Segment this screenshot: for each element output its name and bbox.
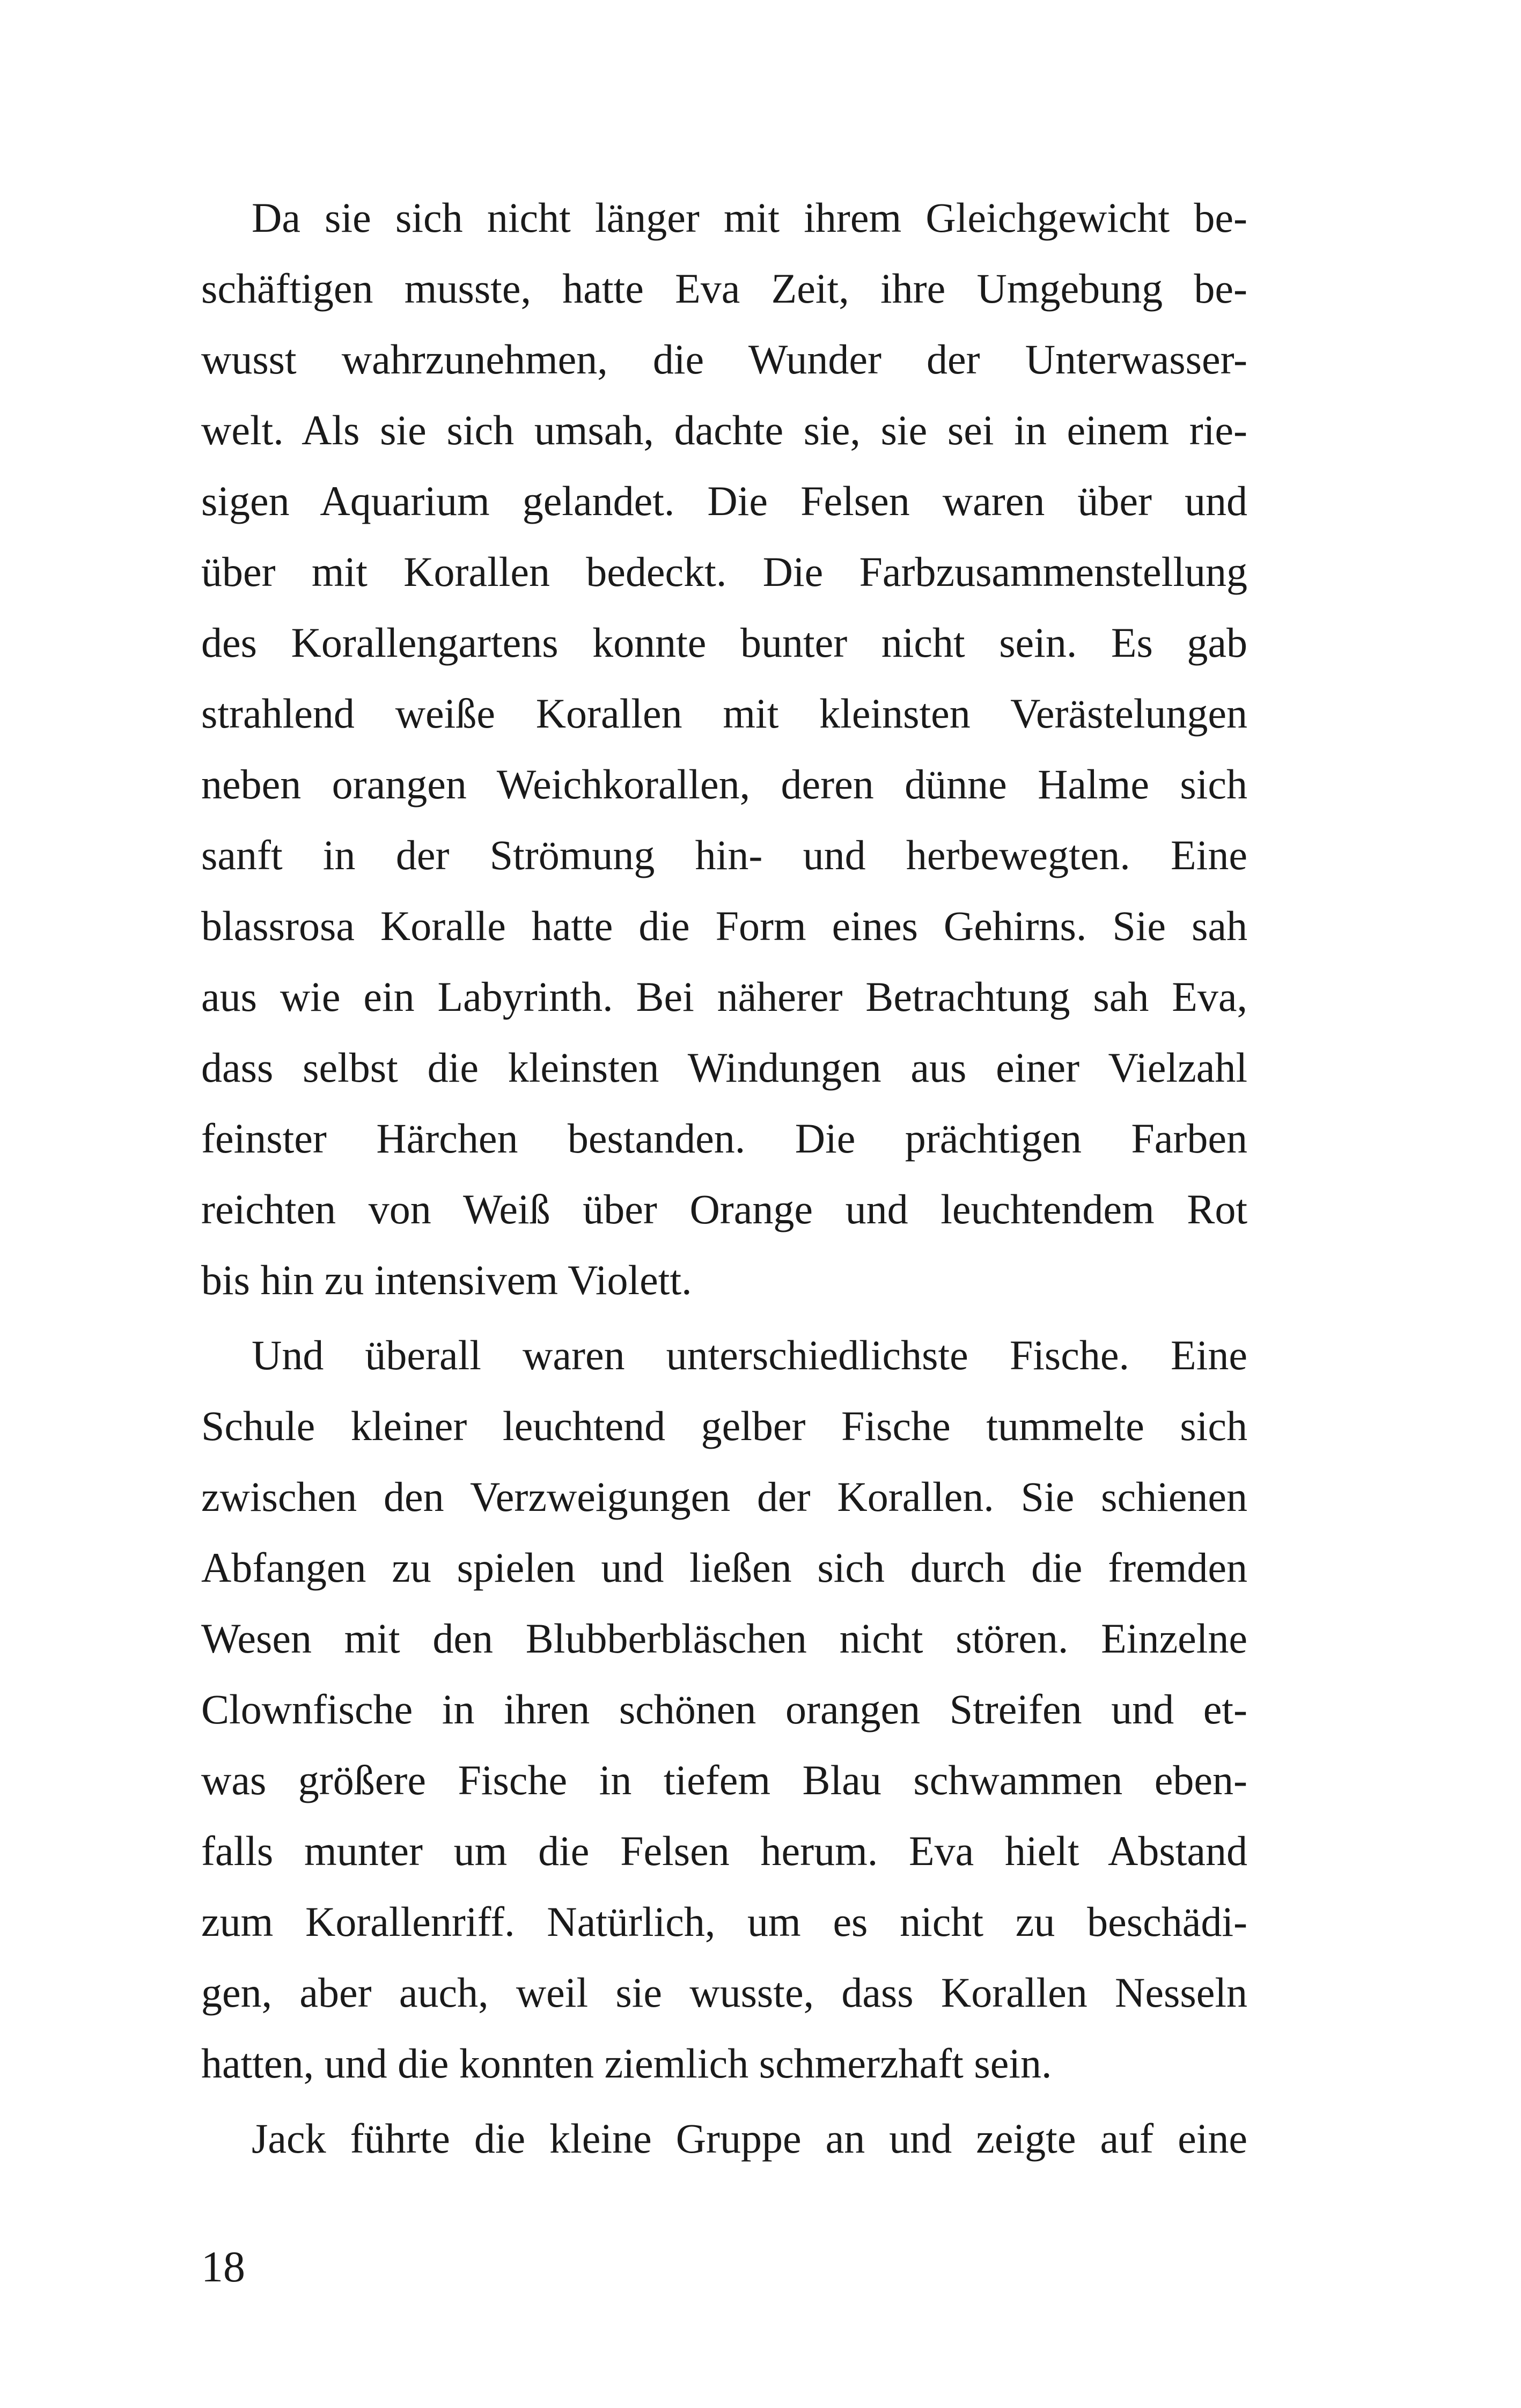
text-line: falls munter um die Felsen herum. Eva hielt Abstand — [201, 1827, 1247, 1874]
text-line: Clownfische in ihren schönen orangen Streifen und et- — [201, 1686, 1247, 1732]
text-line: Abfangen zu spielen und ließen sich durch die fremden — [201, 1544, 1247, 1591]
text-line: feinster Härchen bestanden. Die prächtigen Farben — [201, 1115, 1247, 1162]
text-line: Wesen mit den Blubberbläschen nicht stören. Einzelne — [201, 1615, 1247, 1662]
text-line: wusst wahrzunehmen, die Wunder der Unterwasser- — [201, 336, 1247, 383]
text-line: schäftigen musste, hatte Eva Zeit, ihre Umgebung be- — [201, 265, 1247, 312]
body-text — [201, 182, 1247, 2178]
text-line: gen, aber auch, weil sie wusste, dass Korallen Nesseln — [201, 1969, 1247, 2016]
text-line: dass selbst die kleinsten Windungen aus einer Vielzahl — [201, 1044, 1247, 1091]
text-line: welt. Als sie sich umsah, dachte sie, sie sei in einem rie- — [201, 407, 1247, 453]
text-line: Jack führte die kleine Gruppe an und zeigte auf eine — [252, 2115, 1247, 2162]
text-line: hatten, und die konnten ziemlich schmerzhaft sein. — [201, 2040, 1052, 2087]
text-line: Und überall waren unterschiedlichste Fische. Eine — [252, 1332, 1247, 1378]
paragraph-3 — [201, 2103, 1247, 2174]
text-line: aus wie ein Labyrinth. Bei näherer Betrachtung sah Eva, — [201, 973, 1247, 1020]
text-line: zwischen den Verzweigungen der Korallen. Sie schienen — [201, 1473, 1247, 1520]
text-line: über mit Korallen bedeckt. Die Farbzusammenstellung — [201, 548, 1247, 595]
text-line: blassrosa Koralle hatte die Form eines Gehirns. Sie sah — [201, 902, 1247, 949]
text-line: bis hin zu intensivem Violett. — [201, 1257, 692, 1303]
text-line: Schule kleiner leuchtend gelber Fische tummelte sich — [201, 1403, 1247, 1449]
text-line: neben orangen Weichkorallen, deren dünne Halme sich — [201, 761, 1247, 807]
text-line: reichten von Weiß über Orange und leuchtendem Rot — [201, 1186, 1247, 1232]
text-line: des Korallengartens konnte bunter nicht sein. Es gab — [201, 619, 1247, 666]
text-line: strahlend weiße Korallen mit kleinsten Verästelungen — [201, 690, 1247, 737]
paragraph-2 — [201, 1320, 1247, 2099]
paragraph-1 — [201, 182, 1247, 1316]
text-line: zum Korallenriff. Natürlich, um es nicht zu beschädi- — [201, 1898, 1247, 1945]
text-line: was größere Fische in tiefem Blau schwammen eben- — [201, 1757, 1247, 1803]
text-line: sigen Aquarium gelandet. Die Felsen waren über und — [201, 478, 1247, 524]
page-number: 18 — [201, 2242, 245, 2291]
text-line: sanft in der Strömung hin- und herbewegten. Eine — [201, 832, 1247, 878]
text-line: Da sie sich nicht länger mit ihrem Gleichgewicht be- — [252, 194, 1247, 241]
